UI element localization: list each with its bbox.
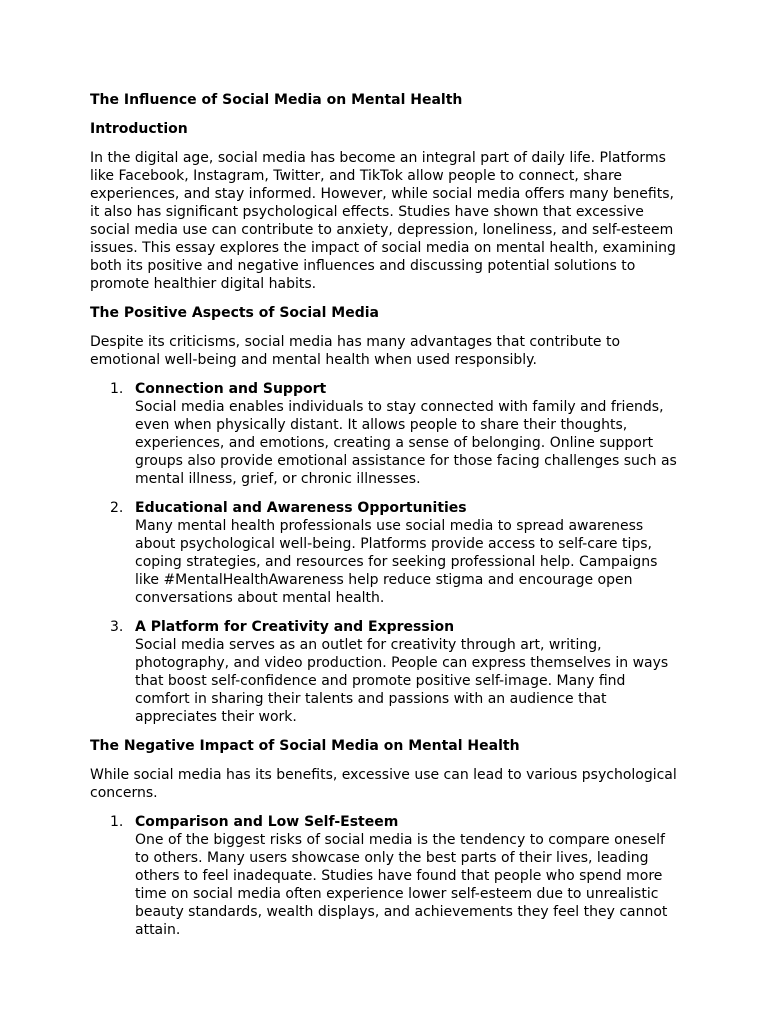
list-item [90,813,680,939]
list-item [90,380,680,488]
list-item-title: A Platform for Creativity and Expression [135,619,455,635]
list-item-title: Comparison and Low Self-Esteem [135,814,399,830]
list-item-number: 1. [110,381,124,397]
introduction-paragraph: In the digital age, social media has become an integral part of daily life. Platforms like Facebook, Instagram, Twitter, and TikTok allow people to connect, share experiences, and stay informed. However, while social media offers many benefits, it also has significant psychological effects. Studies have shown that excessive social media use can contribute to anxiety, depression, loneliness, and self-esteem issues. This essay explores the impact of social media on mental health, examining both its positive and negative influences and discussing potential solutions to promote healthier digital habits. [90,150,676,292]
list-item-number: 1. [110,814,124,830]
list-item-title: Educational and Awareness Opportunities [135,500,467,516]
section-heading-introduction: Introduction [90,121,188,137]
list-item-body: Many mental health professionals use social media to spread awareness about psychological well-being. Platforms provide access to self-care tips, coping strategies, and resources for seeking professional help. Campaigns like #MentalHealthAwareness help reduce stigma and encourage open conversations about mental health. [135,518,658,606]
list-item-body: One of the biggest risks of social media is the tendency to compare oneself to others. Many users showcase only the best parts of their lives, leading others to feel inadequate. Studies have found that people who spend more time on social media often experience lower self-esteem due to unrealistic beauty standards, wealth displays, and achievements they feel they cannot attain. [135,832,668,938]
negative-impact-paragraph: While social media has its benefits, excessive use can lead to various psychological concerns. [90,767,677,801]
list-item [90,499,680,607]
positive-aspects-list [90,380,680,726]
list-item-body: Social media enables individuals to stay connected with family and friends, even when physically distant. It allows people to share their thoughts, experiences, and emotions, creating a sense of belonging. Online support groups also provide emotional assistance for those facing challenges such as mental illness, grief, or chronic illnesses. [135,399,677,487]
list-item-number: 3. [110,619,124,635]
list-item [90,618,680,726]
section-heading-negative-impact: The Negative Impact of Social Media on Mental Health [90,738,520,754]
list-item-number: 2. [110,500,124,516]
negative-impact-list [90,813,680,939]
list-item-body: Social media serves as an outlet for creativity through art, writing, photography, and video production. People can express themselves in ways that boost self-confidence and promote positive self-image. Many find comfort in sharing their talents and passions with an audience that appreciates their work. [135,637,669,725]
positive-aspects-paragraph: Despite its criticisms, social media has many advantages that contribute to emotional well-being and mental health when used responsibly. [90,334,621,368]
document-title: The Influence of Social Media on Mental Health [90,92,463,108]
list-item-title: Connection and Support [135,381,327,397]
section-heading-positive-aspects: The Positive Aspects of Social Media [90,305,379,321]
